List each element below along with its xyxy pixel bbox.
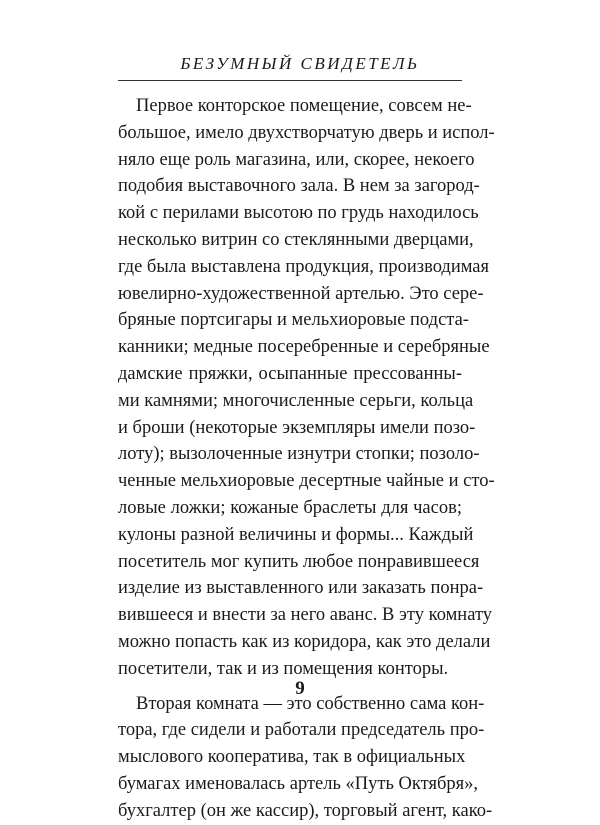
text-line: кой с перилами высотою по грудь находилось [118, 203, 479, 224]
body-text [118, 93, 495, 825]
text-line: бряные портсигары и мельхиоровые подста- [118, 310, 469, 331]
text-line: лоту); вызолоченные изнутри стопки; позоло- [118, 444, 480, 465]
text-line: канники; медные посеребренные и серебряные [118, 337, 490, 358]
text-line: Вторая комната — это собственно сама кон- [136, 693, 485, 714]
text-line: ювелирно-художественной артелью. Это сере- [118, 283, 484, 304]
text-line: можно попасть как из коридора, как это делали [118, 631, 491, 652]
text-line: Первое конторское помещение, совсем не- [136, 96, 472, 116]
text-line: мыслового кооператива, так в официальных [118, 747, 466, 768]
text-line: несколько витрин со стеклянными дверцами, [118, 229, 474, 250]
text-line: подобия выставочного зала. В нем за загород- [118, 176, 480, 197]
text-line: большое, имело двухстворчатую дверь и испол- [118, 122, 495, 143]
text-line: бухгалтер (он же кассир), торговый агент, како- [118, 800, 493, 821]
page-number: 9 [295, 678, 305, 699]
text-line: посетители, так и из помещения конторы. [118, 658, 449, 679]
text-line: кулоны разной величины и формы... Каждый [118, 524, 474, 545]
text-line: бумагах именовалась артель «Путь Октября», [118, 773, 479, 794]
text-line: и броши (некоторые экземпляры имели позо- [118, 417, 476, 438]
text-line: ми камнями; многочисленные серьги, кольца [118, 390, 474, 411]
header-rule [118, 80, 462, 81]
paragraph-2 [118, 691, 493, 825]
running-head: БЕЗУМНЫЙ СВИДЕТЕЛЬ [180, 54, 420, 73]
text-line: ченные мельхиоровые десертные чайные и сто- [118, 471, 495, 492]
text-line: вившееся и внести за него аванс. В эту комнату [118, 605, 493, 626]
text-line: тора, где сидели и работали председатель про- [118, 720, 485, 741]
text-line: изделие из выставленного или заказать понра- [118, 578, 484, 599]
text-line: посетитель мог купить любое понравившееся [118, 551, 480, 572]
text-line: где была выставлена продукция, производимая [118, 256, 490, 277]
text-line: няло еще роль магазина, или, скорее, некоего [118, 149, 475, 170]
paragraph-1 [118, 93, 495, 683]
text-line: дамские пряжки, осыпанные прессованны- [118, 363, 462, 384]
text-line: ловые ложки; кожаные браслеты для часов; [118, 497, 462, 518]
